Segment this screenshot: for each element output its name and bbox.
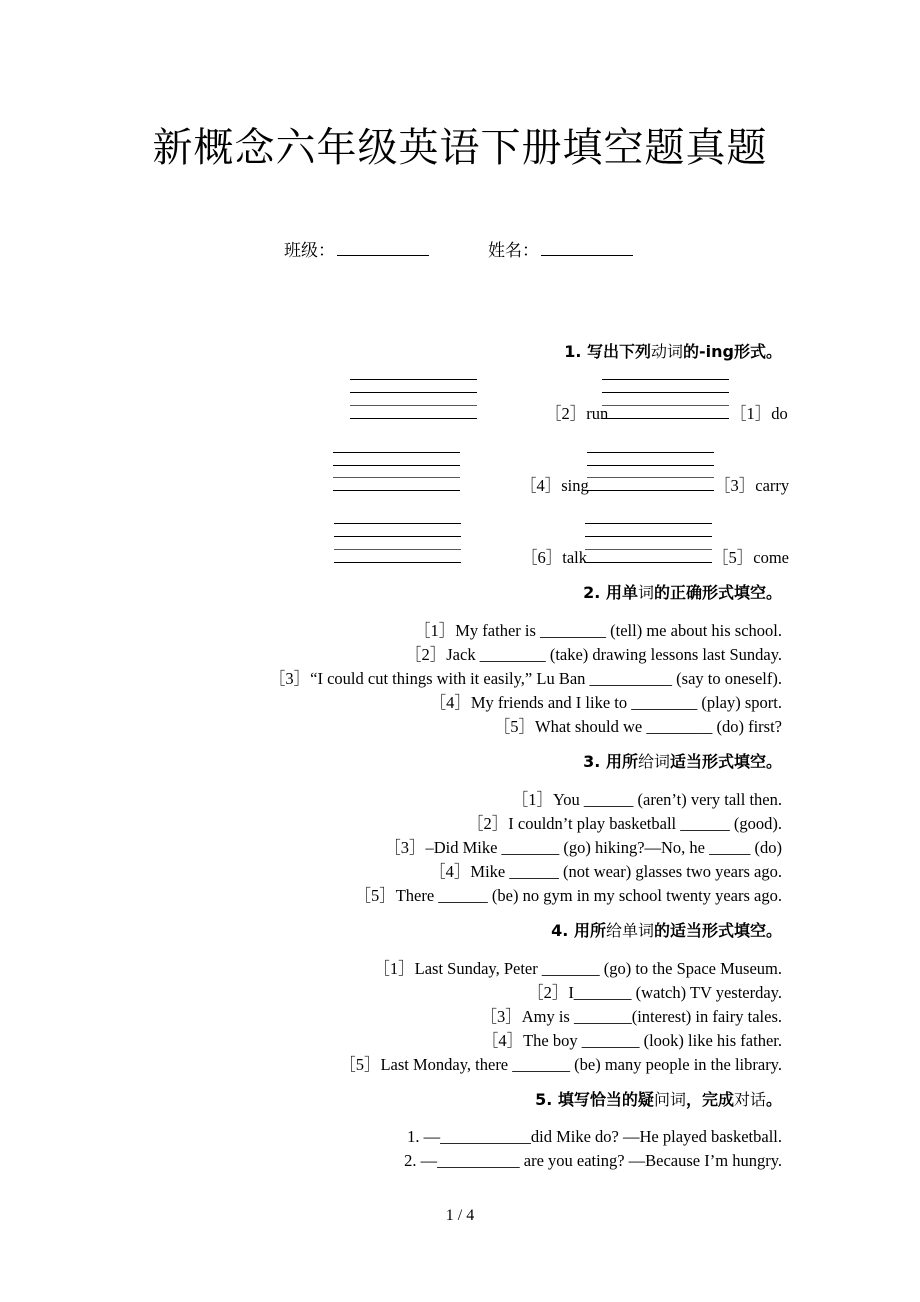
- heading-part: 的-ing形式。: [683, 342, 782, 361]
- question-line: ［3］Amy is _______(interest) in fairy tales.: [480, 1007, 782, 1026]
- guide-line-red: [350, 405, 477, 406]
- heading-part: 的适当形式填空。: [653, 921, 782, 940]
- guide-line: [350, 379, 477, 380]
- guide-line-red: [602, 405, 729, 406]
- word-label: ［3］carry: [714, 476, 790, 495]
- question-line: ［3］“I could cut things with it easily,” Lu Ban __________ (say to oneself).: [268, 669, 782, 688]
- section-4-heading: [551, 920, 782, 942]
- guide-line: [350, 418, 477, 419]
- question-line: ［2］I_______ (watch) TV yesterday.: [527, 983, 782, 1002]
- heading-part: 的正确形式填空。: [653, 583, 782, 602]
- section-5-heading: [535, 1089, 782, 1111]
- question-line: ［5］Last Monday, there _______ (be) many people in the library.: [339, 1055, 782, 1074]
- word-label: ［5］come: [712, 548, 789, 567]
- question-line: ［1］My father is ________ (tell) me about his school.: [414, 621, 782, 640]
- guide-line: [602, 418, 729, 419]
- class-label: 班级：: [284, 241, 335, 261]
- heading-part: 5. 填写恰当的疑: [535, 1090, 654, 1109]
- guide-line: [585, 562, 712, 563]
- guide-line: [334, 536, 461, 537]
- guide-line-red: [585, 549, 712, 550]
- section-3-heading: [583, 751, 782, 773]
- guide-line: [333, 465, 460, 466]
- guide-line-red: [333, 477, 460, 478]
- guide-line: [334, 562, 461, 563]
- word-label: ［2］run: [545, 404, 609, 423]
- heading-part: 4. 用所: [551, 921, 606, 940]
- name-field: [488, 240, 633, 262]
- guide-line: [333, 452, 460, 453]
- guide-line: [587, 465, 714, 466]
- question-line: ［2］Jack ________ (take) drawing lessons last Sunday.: [405, 645, 782, 664]
- heading-part: 3. 用所: [583, 752, 638, 771]
- heading-part: 问词: [653, 1090, 686, 1109]
- question-line: ［4］Mike ______ (not wear) glasses two years ago.: [429, 862, 782, 881]
- word-label: ［1］do: [730, 404, 788, 423]
- guide-line: [333, 490, 460, 491]
- heading-part: 适当形式填空。: [669, 752, 782, 771]
- page-number: 1 / 4: [445, 1207, 475, 1224]
- guide-line-red: [334, 549, 461, 550]
- heading-part: 2. 用单: [583, 583, 638, 602]
- word-label: ［6］talk: [521, 548, 587, 567]
- guide-line: [585, 536, 712, 537]
- question-line: ［5］There ______ (be) no gym in my school twenty years ago.: [354, 886, 782, 905]
- page-title: 新概念六年级英语下册填空题真题: [152, 125, 768, 171]
- guide-line: [602, 392, 729, 393]
- name-label: 姓名：: [488, 241, 539, 261]
- question-line: ［4］My friends and I like to ________ (play) sport.: [429, 693, 782, 712]
- section-1-heading: [564, 341, 782, 363]
- heading-part: 。: [765, 1090, 782, 1109]
- class-field: [284, 240, 429, 262]
- heading-part: 对话: [733, 1090, 766, 1109]
- question-line: ［3］–Did Mike _______ (go) hiking?—No, he _____ (do): [384, 838, 782, 857]
- guide-line-red: [587, 477, 714, 478]
- heading-part: 给词: [637, 752, 670, 771]
- guide-line: [585, 523, 712, 524]
- heading-part: ，完成: [685, 1090, 734, 1109]
- question-line: 2. —__________ are you eating? —Because I’m hungry.: [404, 1151, 782, 1170]
- question-line: ［4］The boy _______ (look) like his father.: [481, 1031, 782, 1050]
- guide-line: [587, 452, 714, 453]
- guide-line: [334, 523, 461, 524]
- guide-line: [350, 392, 477, 393]
- guide-line: [587, 490, 714, 491]
- question-line: ［5］What should we ________ (do) first?: [493, 717, 782, 736]
- guide-line: [602, 379, 729, 380]
- heading-part: 词: [637, 583, 654, 602]
- heading-part: 给单词: [605, 921, 654, 940]
- section-2-heading: [583, 582, 782, 604]
- question-line: 1. —___________did Mike do? —He played basketball.: [407, 1127, 782, 1146]
- question-line: ［1］You ______ (aren’t) very tall then.: [511, 790, 782, 809]
- heading-part: 1. 写出下列: [564, 342, 651, 361]
- class-blank[interactable]: [337, 241, 429, 256]
- question-line: ［2］I couldn’t play basketball ______ (good).: [467, 814, 782, 833]
- word-label: ［4］sing: [520, 476, 589, 495]
- name-blank[interactable]: [541, 241, 633, 256]
- heading-part: 动词: [651, 342, 684, 361]
- question-line: ［1］Last Sunday, Peter _______ (go) to the Space Museum.: [373, 959, 782, 978]
